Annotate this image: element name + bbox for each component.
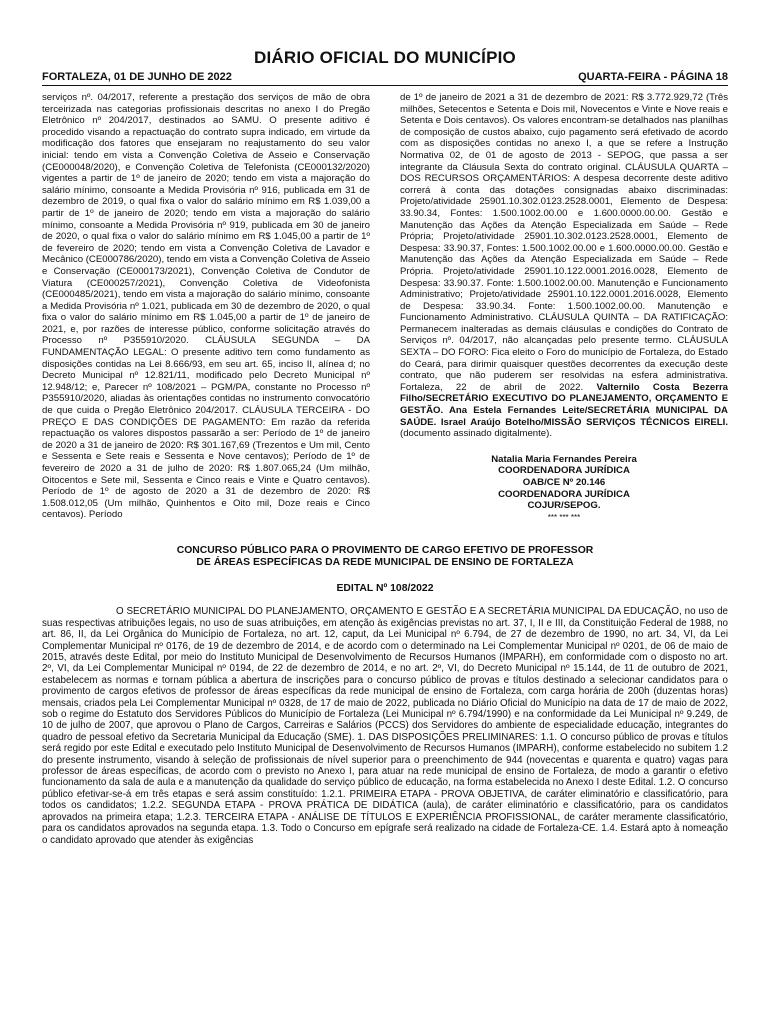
signer-oab: OAB/CE Nº 20.146 [522,477,606,488]
edital-body-text: O SECRETÁRIO MUNICIPAL DO PLANEJAMENTO, ORÇAMENTO E GESTÃO E A SECRETÁRIA MUNICIPAL DA EDUCAÇÃO, no uso de suas respectivas atribuições legais, no uso de suas atribuições, em atenção às exigências previstas no art. 37, I, II e III, da Constituição Federal de 1988, no art. 86, II, da Lei Orgânica do Município de Fortaleza, no art. 12, caput, da Lei Municipal nº 6.794, de 27 de dezembro de 1990, no art. 34, VI, da Lei Complementar Municipal nº 0176, de 19 de dezembro de 2014, e de acordo com o determinado na Lei Complementar Municipal nº 0201, de 06 de maio de 2015, através deste Edital, por meio do Instituto Municipal de Desenvolvimento de Recursos Humanos (IMPARH), em conformidade com o disposto no art. 2º, VI, da Lei Complementar Municipal nº 0194, de 22 de dezembro de 2014, e no art. 2º, VI, do Decreto Municipal nº 15.144, de 11 de outubro de 2021, estabelecem as normas e tornam pública a abertura de inscrições para o concurso público de provas e títulos destinado a selecionar candidatos para o provimento de cargos efetivos de professor de áreas específicas da rede municipal de ensino de Fortaleza, com carga horária de 200h (duzentas horas) mensais, criados pela Lei Complementar Municipal nº 0328, de 17 de maio de 2022, publicada no Diário Oficial do Município na data de 17 de maio de 2022, sob o regime do Estatuto dos Servidores Públicos do Município de Fortaleza (Lei Municipal nº 6.794/1990) e na conformidade da Lei Municipal nº 9.249, de 10 de julho de 2007, que aprovou o Plano de Cargos, Carreiras e Salários (PCCS) dos Servidores do ambiente de especialidade educação, integrantes do quadro de pessoal efetivo da Secretaria Municipal da Educação (SME). 1. DAS DISPOSIÇÕES PRELIMINARES: 1.1. O concurso público de provas e títulos será regido por este Edital e executado pelo Instituto Municipal de Desenvolvimento de Recursos Humanos (IMPARH), conforme estabelecido no subitem 1.2 do presente instrumento, visando à seleção de profissionais de nível superior para o preenchimento de 944 (novecentas e quarenta e quatro) vagas para professor de áreas específicas, de acordo com o previsto no Anexo I, para atuar na rede municipal de ensino de Fortaleza, de modo a garantir o efetivo funcionamento da sala de aula e a manutenção da qualidade do serviço público de educação, na forma estabelecida no Anexo I deste Edital. 1.2. O concurso público efetivar-se-á em três etapas e será assim constituído: 1.2.1. PRIMEIRA ETAPA - PROVA OBJETIVA, de caráter eliminatório e classificatório, para todos os candidatos; 1.2.2. SEGUNDA ETAPA - PROVA PRÁTICA DE DIDÁTICA (aula), de caráter eliminatório e classificatório, para os candidatos aprovados na primeira etapa; 1.2.3. TERCEIRA ETAPA - ANÁLISE DE TÍTULOS E EXPERIÊNCIA PROFISSIONAL, de caráter meramente classificatório, para os candidatos aprovados na segunda etapa. 1.3. Todo o Concurso em epígrafe será realizado na cidade de Fortaleza-CE. 1.4. Estará apto à nomeação o candidato aprovado que atender às exigências [42,606,728,846]
right-column [400,92,728,523]
masthead-title: DIÁRIO OFICIAL DO MUNICÍPIO [254,48,516,67]
right-column-paragraph [400,92,728,440]
header-rule [42,85,728,86]
signer-role-2: COORDENADORA JURÍDICA [498,488,630,500]
signatures-bold: Valternilo Costa Bezerra Filho/SECRETÁRIO EXECUTIVO DO PLANEJAMENTO, ORÇAMENTO E GESTÃO. Ana Estela Fernandes Leite/SECRETÁRIA MUNICIPAL DA SAÚDE. Israel Araújo Botelho/MISSÃO SERVIÇOS TÉCNICOS EIRELI. [400,381,729,428]
signer-name: Natalia Maria Fernandes Pereira [491,453,637,465]
signatures-note: (documento assinado digitalmente). [400,428,552,440]
section-separator: *** *** *** [547,512,581,522]
signer-role-1: COORDENADORA JURÍDICA [498,465,630,477]
left-column [42,92,370,523]
concurso-heading-line-2: DE ÁREAS ESPECÍFICAS DA REDE MUNICIPAL DE ENSINO DE FORTALEZA [196,557,574,569]
left-column-text: serviços nº. 04/2017, referente a prestação dos serviços de mão de obra terceirizada nas categorias profissionais descritas no anexo I do Pregão Eletrônico nº 204/2017, destinados ao SAMU. O presente aditivo é procedido visando a repactuação do contrato supra indicado, em virtude da modificação dos fatores que ensejaram no reajustamento do seu valor inicial: tendo em vista a Convenção Coletiva de Asseio e Conservação (CE000048/2020), e Convenção Coletiva de Telefonista (CE000132/2020) vigentes a partir de 1º de janeiro de 2020; tendo em vista a majoração do salário mínimo, consoante a Medida Provisória nº 916, publicada em 31 de dezembro de 2019, o qual fixa o valor do salário mínimo em R$ 1.039,00 a partir de 1º de janeiro de 2020; tendo em vista a majoração do salário mínimo, consoante a Medida Provisória nº 919, publicada em 30 de janeiro de 2020, o qual fixa o valor do salário mínimo em R$ 1.045,00 a partir de 1º de fevereiro de 2020; tendo em vista a Convenção Coletiva de Lavador e Mecânico (CE000786/2020), tendo em vista a Convenção Coletiva de Asseio e Conservação (CE000173/2021), Convenção Coletiva de Condutor de Viatura (CE000257/2021), Convenção Coletiva de Videofonista (CE000485/2021), tendo em vista a majoração do salário mínimo, consoante a Medida Provisória nº 1.021, publicada em 30 de dezembro de 2020, o qual fixa o valor do salário mínimo em R$ 1.045,00 a partir de 1º de janeiro de 2021, e, por razões de interesse público, conforme solicitação através do Processo nº P355910/2020. CLÁUSULA SEGUNDA – DA FUNDAMENTAÇÃO LEGAL: O presente aditivo tem como fundamento as disposições contidas na Lei 8.666/93, em seu art. 65, inciso II, alínea d; no Decreto Municipal nº 12.821/11, modificado pelo Decreto Municipal nº 12.948/12; e, Parecer nº 108/2021 – PGM/PA, constante no Processo nº P355910/2020, aliadas às orientações contidas no instrumento convocatório de que cuida o Pregão Eletrônico 204/2017. CLÁUSULA TERCEIRA - DO PREÇO E DAS CONDIÇÕES DE PAGAMENTO: Em razão da referida repactuação os valores dispostos passarão a ser: Período de 1º de janeiro de 2020 a 31 de janeiro de 2020: R$ 301.167,69 (Trezentos e Um mil, Cento e Sessenta e Sete reais e Sessenta e Nove centavos); Período de 1º de fevereiro de 2020 a 31 de julho de 2020: R$ 1.807.065,24 (Um milhão, Oitocentos e Sete mil, Sessenta e Cinco reais e Vinte e Quatro centavos). Período de 1º de agosto de 2020 a 31 de dezembro de 2020: R$ 1.508.012,05 (Um milhão, Quinhentos e Oito mil, Doze reais e Cinco centavos). Período [42,92,370,521]
issue-day-page: QUARTA-FEIRA - PÁGINA 18 [578,71,728,83]
edital-body [42,606,728,846]
edital-number: EDITAL Nº 108/2022 [336,583,434,595]
newspaper-page [42,0,728,1024]
concurso-heading-line-1: CONCURSO PÚBLICO PARA O PROVIMENTO DE CARGO EFETIVO DE PROFESSOR [176,545,594,557]
right-column-text: de 1º de janeiro de 2021 a 31 de dezembro de 2021: R$ 3.772.929,72 (Três milhões, Setecentos e Setenta e Dois mil, Novecentos e Vinte e Nove reais e Setenta e Dois centavos). Os valores encontram-se detalhados nas planilhas de composição de custos abaixo, cujo pagamento será efetivado de acordo com as disposições contidas no anexo I, a que se refere a Instrução Normativa 02, de 01 de agosto de 2013 - SEPOG, que passa a ser integrante da Cláusula Sexta do contrato original. CLÁUSULA QUARTA – DOS RECURSOS ORÇAMENTÁRIOS: A despesa decorrente deste aditivo correrá à conta das dotações consignadas abaixo discriminadas: Projeto/atividade 25901.10.302.0123.2528.0001, Elemento de Despesa: 33.90.34, Fontes: 1.500.1002.00.00 e 1.600.0000.00.00. Gestão e Manutenção das Ações da Atenção Especializada em Saúde – Rede Própria; Projeto/atividade 25901.10.302.0123.2528.0001, Elemento de Despesa: 33.90.37, Fontes: 1.500.1002.00.00 e 1.600.0000.00.00. Gestão e Manutenção das Ações da Atenção Especializada em Saúde – Rede Própria. Projeto/atividade 25901.10.122.0001.2016.0028, Elemento de Despesa: 33.90.37. Fonte: 1.500.1002.00.00. Manutenção e Funcionamento Administrativo; Projeto/atividade 25901.10.122.0001.2016.0028, Elemento de Despesa: 33.90.34. Fonte: 1.500.1002.00.00. Manutenção e Funcionamento Administrativo. CLÁUSULA QUINTA – DA RATIFICAÇÃO: Permanecem inalteradas as demais cláusulas e condições do Contrato de Serviços nº. 04/2017, não alcançadas pelo presente termo. CLÁUSULA SEXTA – DO FORO: Fica eleito o Foro do município de Fortaleza, do Estado do Ceará, para dirimir quaisquer questões decorrentes da execução deste contrato, que não puderem ser resolvidas na esfera administrativa. Fortaleza, 22 de abril de 2022. [400,92,728,393]
signature-block [400,454,728,524]
issue-date: FORTALEZA, 01 DE JUNHO DE 2022 [42,71,232,83]
masthead-subheader [42,71,728,83]
concurso-heading [42,545,728,569]
two-column-section [42,92,728,523]
signer-unit: COJUR/SEPOG. [527,500,601,512]
